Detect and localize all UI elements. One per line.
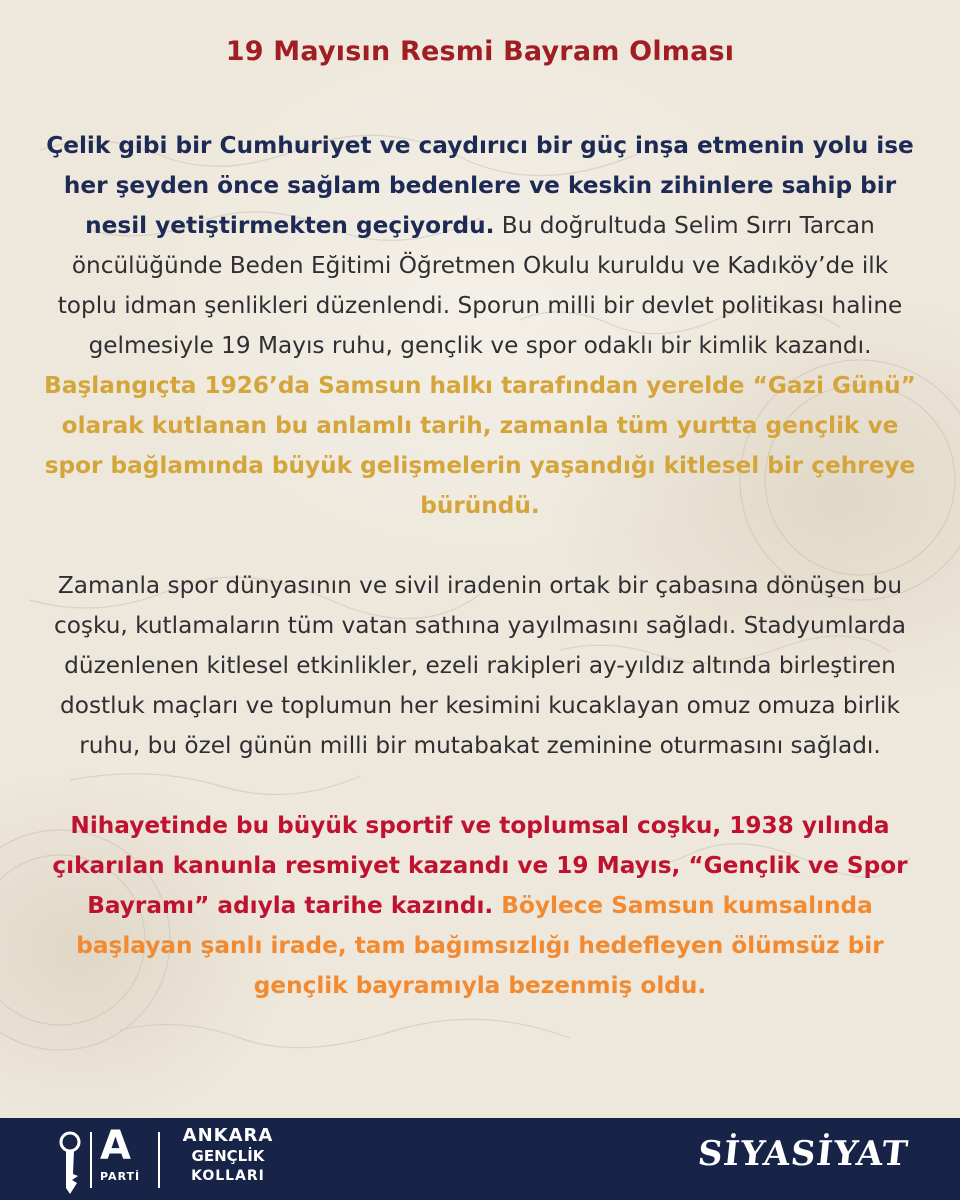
key-icon: [54, 1130, 86, 1196]
party-word: PARTİ: [100, 1170, 141, 1183]
organization-name: [168, 1126, 288, 1186]
org-line-1: ANKARA: [182, 1125, 274, 1146]
footer-divider: [90, 1132, 92, 1188]
paragraph-2: Zamanla spor dünyasının ve sivil iradenin ortak bir çabasına dönüşen bu coşku, kutlamaların tüm vatan sathına yayılmasını sağladı. Stadyumlarda düzenlenen kitlesel etkinlikler, ezeli rakipleri ay-yıldız altında birleştiren dostluk maçları ve toplumun her kesimini kucaklayan omuz omuza birlik ruhu, bu özel günün milli bir mutabakat zeminine oturmasını sağladı.: [53, 572, 907, 759]
paragraph-3-orange-text: Böylece Samsun kumsalında başlayan şanlı irade, tam bağımsızlığı hedefleyen ölümsüz bir gençlik bayramıyla bezenmiş oldu.: [76, 892, 884, 999]
paragraph-1: [40, 126, 920, 526]
paragraph-1-navy-text: Çelik gibi bir Cumhuriyet ve caydırıcı bir güç inşa etmenin yolu ise her şeyden önce sağlam bedenlere ve keskin zihinlere sahip bir nesil yetiştirmekten geçiyordu.: [46, 132, 914, 239]
party-letter: A: [100, 1123, 131, 1169]
brand-logo: SİYASİYAT: [695, 1134, 911, 1174]
page-title: 19 Mayısın Resmi Bayram Olması: [225, 36, 735, 67]
footer-divider: [158, 1132, 160, 1188]
org-line-2: GENÇLİK: [191, 1147, 265, 1165]
paragraph-1-gold-text: Başlangıçta 1926’da Samsun halkı tarafından yerelde “Gazi Günü” olarak kutlanan bu anlamlı tarih, zamanla tüm yurtta gençlik ve spor bağlamında büyük gelişmelerin yaşandığı kitlesel bir çehreye büründü.: [44, 372, 916, 519]
org-line-3: KOLLARI: [191, 1168, 265, 1184]
paragraph-1-plain-text: Bu doğrultuda Selim Sırrı Tarcan öncülüğünde Beden Eğitimi Öğretmen Okulu kuruldu ve Kadıköy’de ilk toplu idman şenlikleri düzenlendi. Sporun milli bir devlet politikası haline gelmesiyle 19 Mayıs ruhu, gençlik ve spor odaklı bir kimlik kazandı.: [57, 212, 903, 359]
footer-bar: [0, 1118, 960, 1200]
article-body: [40, 126, 920, 1006]
paragraph-3-red-text: Nihayetinde bu büyük sportif ve toplumsal coşku, 1938 yılında çıkarılan kanunla resmiyet kazandı ve 19 Mayıs, “Gençlik ve Spor Bayramı” adıyla tarihe kazındı.: [52, 812, 908, 919]
paragraph-3: [40, 806, 920, 1006]
